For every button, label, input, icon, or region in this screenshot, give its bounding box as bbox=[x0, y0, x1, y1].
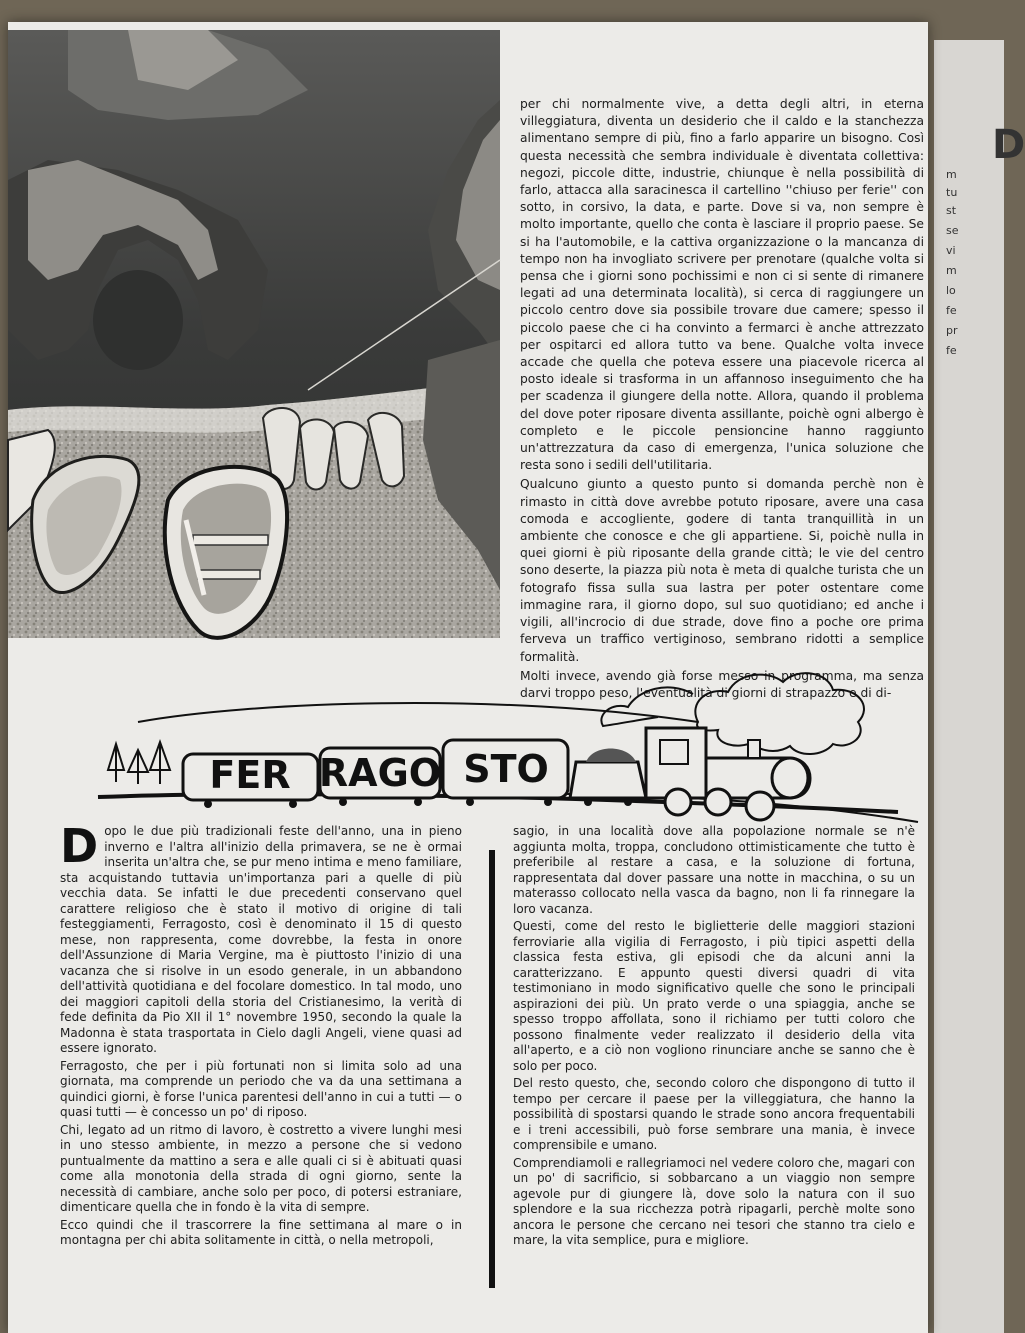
trees bbox=[108, 742, 170, 784]
top-paragraph: per chi normalmente vive, a detta degli altri, in eterna villeggiatura, diventa un desiderio che il caldo e la stanchezza alimentano sempre di più, fino a farlo apparire un bisogno. Così questa necessità che sembra individuale è diventata collettiva: negozi, piccole ditte, industrie, chiunque è nella possibilità di farlo, attacca alla saracinesca il cartellino ''chiuso per ferie'' con sotto, in corsivo, la data, e parte. Dove si va, non sempre è molto importante, quello che conta è lasciare il proprio paese. Se si ha l'automobile, e la cattiva organizzazione o la mancanza di tempo non ha invogliato scrivere per prenotare (qualche volta si pensa che i giorni sono pochissimi e non ci si sente di rimanere legati ad una determinata località), si cerca di raggiungere un piccolo centro dove sia possibile trovare due camere; spesso il piccolo paese che ci ha convinto a fermarci è anche attrezzato per ospitarci ed allora tutto va bene. Qualche volta invece accade che quella che poteva essere una piacevole ricerca al posto ideale si trasforma in un affannoso inseguimento che ha per scadenza il giungere della notte. Allora, quando il problema del dove poter riposare diventa assillante, poichè ogni albergo è completo e le piccole pensioncine hanno raggiunto un'attrezzatura da caso di emergenza, l'unica soluzione che resta sono i sedili dell'utilitaria. bbox=[520, 97, 924, 473]
next-page-fragment: st bbox=[946, 204, 957, 217]
magazine-page bbox=[8, 22, 928, 1333]
ferragosto-train-banner bbox=[98, 662, 918, 812]
right-paragraph: Comprendiamoli e rallegriamoci nel vedere coloro che, magari con un po' di sacrificio, si sobbarcano a un viaggio non sempre agevole pur di giungere là, dove solo la natura con il suo splendore e la sua ricchezza potrà ripagarli, perchè molte sono ancora le persone che cercano nei tesori che stanno tra cielo e mare, la vita semplice, pura e migliore. bbox=[513, 1155, 915, 1247]
next-page-fragment: fe bbox=[946, 344, 957, 357]
photo-illustration bbox=[8, 30, 500, 638]
left-paragraph-text: opo le due più tradizionali feste dell'anno, una in pieno inverno e l'altra all'inizio della primavera, se ne è ormai inserita un'altra che, se pur meno intima e meno familiare, sta acquistando tuttavia un'importanza pari a quelle di più vecchia data. Se infatti le due precedenti conservano quel carattere religioso che è stato il motivo di origine di tali festeggiamenti, Ferragosto, così è denominato il 15 di questo mese, non rappresenta, come dovrebbe, la festa in onore dell'Assunzione di Maria Vergine, ma è piuttosto l'inizio di una vacanza che si risolve in un esodo generale, in un abbandono dell'attività quotidiana e del focolare domestico. In tal modo, uno dei maggiori capitoli della storia del Cristianesimo, la verità di fede definita da Pio XII il 1° novembre 1950, secondo la quale la Madonna è stata trasportata in Cielo dagli Angeli, viene quasi ad essere ignorato. bbox=[60, 824, 462, 1055]
right-paragraph: Del resto questo, che, secondo coloro che dispongono di tutto il tempo per cercare il paese per la villeggiatura, che hanno la possibilità di spostarsi quando le strade sono ancora frequentabili e i treni accessibili, può forse sembrare una mania, è invece comprensibile e umano. bbox=[513, 1076, 915, 1152]
left-paragraph: Ferragosto, che per i più fortunati non si limita solo ad una giornata, ma comprende un periodo che va da una settimana a quindici giorni, è forse l'unica parentesi dell'anno in cui a tutti — o quasi tutti — è concesso un po' di riposo. bbox=[60, 1058, 462, 1119]
beach-boats-photo bbox=[8, 30, 500, 638]
left-paragraph: Ecco quindi che il trascorrere la fine settimana al mare o in montagna per chi abita solitamente in città, o nella metropoli, bbox=[60, 1217, 462, 1247]
next-page-fragment: fe bbox=[946, 304, 957, 317]
top-text-column bbox=[520, 96, 924, 704]
next-page-edge bbox=[934, 40, 1025, 1333]
top-paragraph: Molti invece, avendo già forse messo in programma, ma senza darvi troppo peso, l'eventualità di giorni di strapazzo e di di- bbox=[520, 668, 924, 700]
left-text-column bbox=[60, 819, 462, 1251]
wheels bbox=[665, 789, 774, 820]
title-part-2: RAGO bbox=[318, 751, 442, 795]
next-page-fragment: m bbox=[946, 264, 957, 277]
next-page-fragment: pr bbox=[946, 324, 958, 337]
right-text-column bbox=[513, 824, 915, 1251]
right-paragraph: Questi, come del resto le biglietterie delle maggiori stazioni ferroviarie alla vigilia di Ferragosto, i più tipici aspetti della classica festa estiva, gli episodi che da alcuni anni la caratterizzano. E appunto questi diversi quadri di vita testimoniano in modo significativo quelle che sono le principali aspirazioni dei più. Un prato verde o una spiaggia, anche se spesso troppo affollata, sono il richiamo per tutti coloro che possono finalmente veder realizzato il desiderio della vita all'aperto, e a ciò non vogliono rinunciare anche se sanno che è solo per poco. bbox=[513, 919, 915, 1073]
top-paragraph: Qualcuno giunto a questo punto si domanda perchè non è rimasto in città dove avrebbe potuto riposare, avere una casa comoda e accogliente, godere di tanta tranquillità in un ambiente che conosce e che gli appartiene. Si, poichè nulla in quei giorni è più riposante della grande città; le vie del centro sono deserte, la piazza più nota è meta di qualche turista che un fotografo fissa sulla sua lastra per poter ostentare come immagine rara, il giorno dopo, sul suo quotidiano; ed anche i vigili, all'incrocio di due strade, dove fino a poche ore prima ferveva un traffico vertiginoso, sembrano ridotti a semplice formalità. bbox=[520, 477, 924, 664]
next-page-fragment: lo bbox=[946, 284, 956, 297]
next-page-fragment: vi bbox=[946, 244, 956, 257]
title-part-1: FER bbox=[209, 753, 291, 797]
drop-cap: D bbox=[60, 819, 99, 873]
next-page-fragment: tu bbox=[946, 186, 958, 199]
column-divider bbox=[489, 850, 495, 1288]
title-part-3: STO bbox=[463, 747, 549, 791]
left-paragraph: Chi, legato ad un ritmo di lavoro, è costretto a vivere lunghi mesi in uno stesso ambiente, in mezzo a persone che si vedono puntualmente da mattino a sera e alle quali ci si è abituati quasi come alla monotonia della strada di ogni giorno, sente la necessità di cambiare, anche solo per poco, di potersi estraniare, dimenticare quella che in fondo è la vita di sempre. bbox=[60, 1122, 462, 1214]
next-page-drop-cap: D bbox=[992, 122, 1025, 168]
train-illustration bbox=[98, 662, 918, 812]
left-paragraph-first bbox=[60, 819, 462, 1057]
next-page-fragment: se bbox=[946, 224, 959, 237]
next-page-fragment: m bbox=[946, 168, 957, 181]
right-paragraph: sagio, in una località dove alla popolazione normale se n'è aggiunta molta, troppa, concludono ottimisticamente che tutto è preferibile al restare a casa, e la soluzione di fortuna, rappresentata dal dover passare una notte in macchina, o su un materasso collocato nella vasca da bagno, non li fa rinnegare la loro vacanza. bbox=[513, 824, 915, 916]
